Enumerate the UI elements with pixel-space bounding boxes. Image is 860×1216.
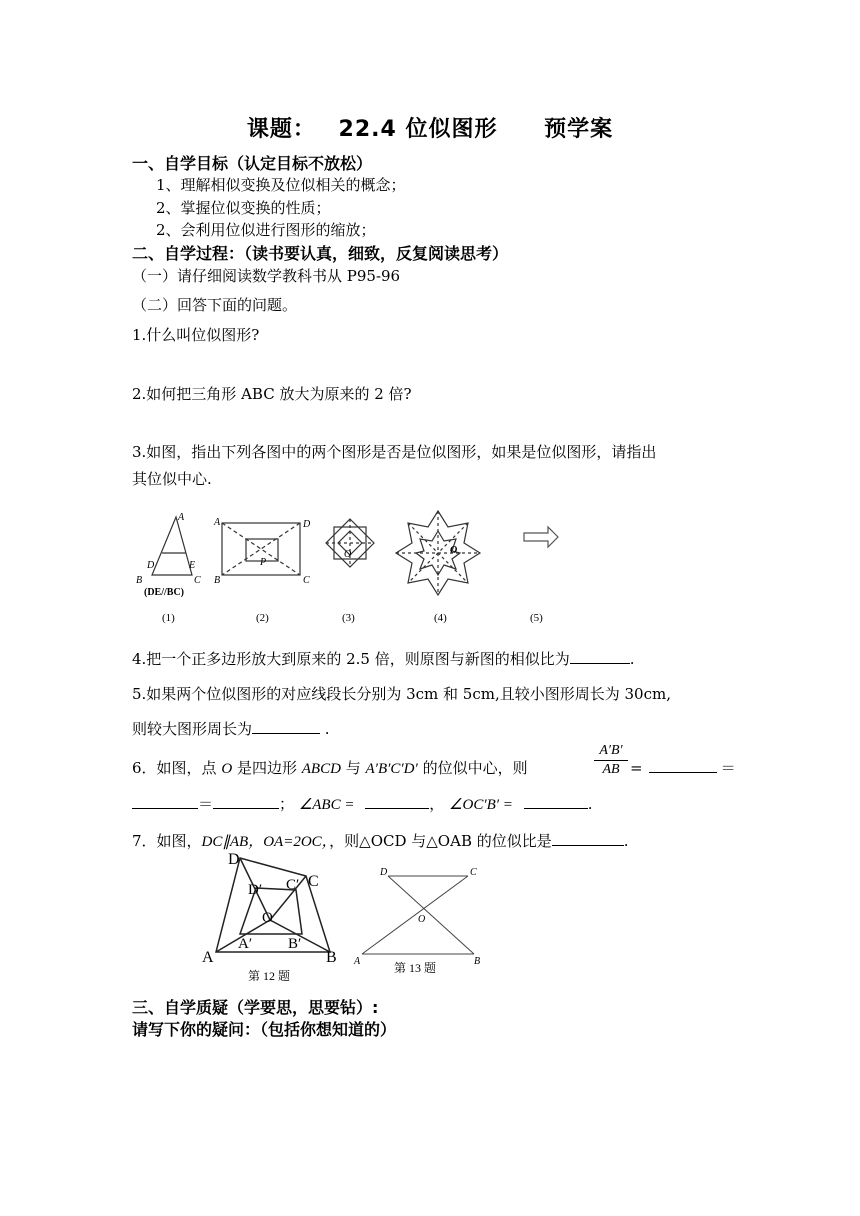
- fig12-point-A: A: [202, 949, 214, 966]
- fig2-point-P: P: [260, 557, 267, 568]
- question-2: 2.如何把三角形 ABC 放大为原来的 2 倍?: [132, 385, 412, 403]
- fig12-caption: 第 12 题: [248, 969, 291, 983]
- fig4-point-O: O: [450, 545, 458, 556]
- question-5-text: 则较大图形周长为: [132, 720, 253, 738]
- fig1-point-D: D: [147, 560, 155, 571]
- answer-blank-6c[interactable]: [213, 794, 279, 809]
- figure-1: [152, 517, 192, 575]
- fig-label-5: (5): [530, 612, 543, 624]
- question-3-line-1: 3.如图，指出下列各图中的两个图形是否是位似图形，如果是位似图形，请指出: [132, 443, 657, 461]
- figure-4: [396, 511, 480, 595]
- figure-5-arrow: [524, 527, 558, 547]
- q6-fraction-denominator: AB: [602, 762, 620, 777]
- fig-label-3: (3): [342, 612, 355, 624]
- period: .: [587, 795, 593, 813]
- fig12-point-Bp: B′: [288, 936, 302, 952]
- answer-blank-6e[interactable]: [524, 794, 588, 809]
- q7-figures: [196, 848, 496, 988]
- equals-sign-2: ＝: [198, 795, 214, 813]
- fig13-point-A: A: [354, 956, 361, 967]
- fig2-point-A: A: [214, 517, 221, 528]
- fig13-point-C: C: [470, 867, 477, 878]
- fig12-point-Ap: A′: [238, 936, 253, 952]
- q7-condition: DC∥AB，OA=2OC，: [201, 834, 330, 850]
- equals-sign: ＝: [720, 759, 736, 777]
- fig13-point-O: O: [418, 914, 426, 925]
- q3-figures: [128, 505, 568, 630]
- fig13-point-B: B: [474, 956, 481, 967]
- answer-blank-4[interactable]: [570, 649, 630, 664]
- fig12-point-O: O: [262, 910, 273, 926]
- q6-mid-1: 是四边形: [236, 759, 297, 777]
- fig12-point-C: C: [308, 873, 319, 890]
- section-1-heading: 一、自学目标（认定目标不放松）: [132, 154, 373, 173]
- goal-1: 1、理解相似变换及位似相关的概念；: [156, 176, 406, 194]
- question-5-line-1: 5.如果两个位似图形的对应线段长分别为 3cm 和 5cm,且较小图形周长为 30cm,: [132, 685, 671, 703]
- q6-angle-ABC: ∠ABC =: [298, 797, 355, 813]
- q6-point-O: O: [221, 761, 233, 777]
- q6-prefix: 6．如图，点: [132, 759, 217, 777]
- period: .: [320, 720, 330, 738]
- section-3-subheading: 请写下你的疑问：（包括你想知道的）: [132, 1020, 397, 1039]
- answer-blank-7[interactable]: [552, 831, 624, 846]
- title-number: 22.4 位似图形: [338, 117, 498, 142]
- question-4-text: 4.把一个正多边形放大到原来的 2.5 倍，则原图与新图的相似比为: [132, 650, 570, 668]
- fig1-note: (DE//BC): [144, 587, 184, 598]
- fig3-point-O: O: [344, 549, 352, 560]
- q6-fraction-numerator: A′B′: [594, 742, 628, 761]
- fig12-point-Dp: D′: [248, 882, 263, 898]
- fig2-point-D: D: [303, 519, 311, 530]
- answer-blank-6b[interactable]: [132, 794, 198, 809]
- fig-label-2: (2): [256, 612, 269, 624]
- question-1: 1.什么叫位似图形?: [132, 326, 260, 344]
- fig2-point-B: B: [214, 575, 221, 586]
- fig1-point-B: B: [136, 575, 143, 586]
- comma: ，: [429, 795, 445, 813]
- question-3-line-2: 其位似中心.: [132, 470, 212, 488]
- q7-text: ，则△OCD 与△OAB 的位似比是: [329, 832, 552, 850]
- q7-prefix: 7．如图，: [132, 832, 202, 850]
- q6-equals-1: = ＝: [630, 759, 736, 777]
- goal-3: 2、会利用位似进行图形的缩放；: [156, 221, 376, 239]
- period: .: [629, 650, 635, 668]
- q6-angle-OCB: ∠OC′B′ =: [449, 797, 513, 813]
- question-6-line-1: [132, 757, 528, 778]
- section-2-heading: 二、自学过程：（读书要认真，细致，反复阅读思考）: [132, 244, 509, 263]
- answer-blank-6a[interactable]: [649, 758, 717, 773]
- fig2-point-C: C: [303, 575, 310, 586]
- page-title: [0, 112, 860, 143]
- fig12-point-B: B: [326, 949, 337, 966]
- question-5-line-2: [132, 718, 330, 739]
- semicolon: ；: [279, 795, 295, 813]
- section-3-heading: 三、自学质疑（学要思，思要钻）:: [132, 998, 379, 1017]
- fig13-point-D: D: [380, 867, 388, 878]
- q6-quad-ABCD: ABCD: [301, 761, 341, 777]
- fig1-point-E: E: [189, 560, 196, 571]
- fig12-point-Cp: C′: [286, 877, 300, 893]
- fig1-point-C: C: [194, 575, 201, 586]
- period: .: [623, 832, 629, 850]
- fig12-point-D: D: [228, 851, 240, 868]
- goal-2: 2、掌握位似变换的性质；: [156, 199, 331, 217]
- q6-mid-3: 的位似中心，则: [422, 759, 528, 777]
- q6-fraction: [594, 742, 628, 779]
- answer-blank-6d[interactable]: [365, 794, 429, 809]
- title-suffix: 预学案: [544, 117, 614, 142]
- fig1-point-A: A: [178, 512, 185, 523]
- step-1: （一）请仔细阅读数学教科书从 P95-96: [132, 267, 401, 285]
- title-prefix: 课题：: [246, 117, 316, 142]
- step-2: （二）回答下面的问题。: [132, 296, 298, 314]
- q6-mid-2: 与: [345, 759, 361, 777]
- q6-quad-ApBpCpDp: A′B′C′D′: [365, 761, 418, 777]
- answer-blank-5[interactable]: [252, 719, 320, 734]
- fig-label-1: (1): [162, 612, 175, 624]
- fig13-caption: 第 13 题: [394, 961, 437, 975]
- fig-label-4: (4): [434, 612, 447, 624]
- question-6-line-2: [132, 793, 593, 814]
- question-4: [132, 648, 635, 669]
